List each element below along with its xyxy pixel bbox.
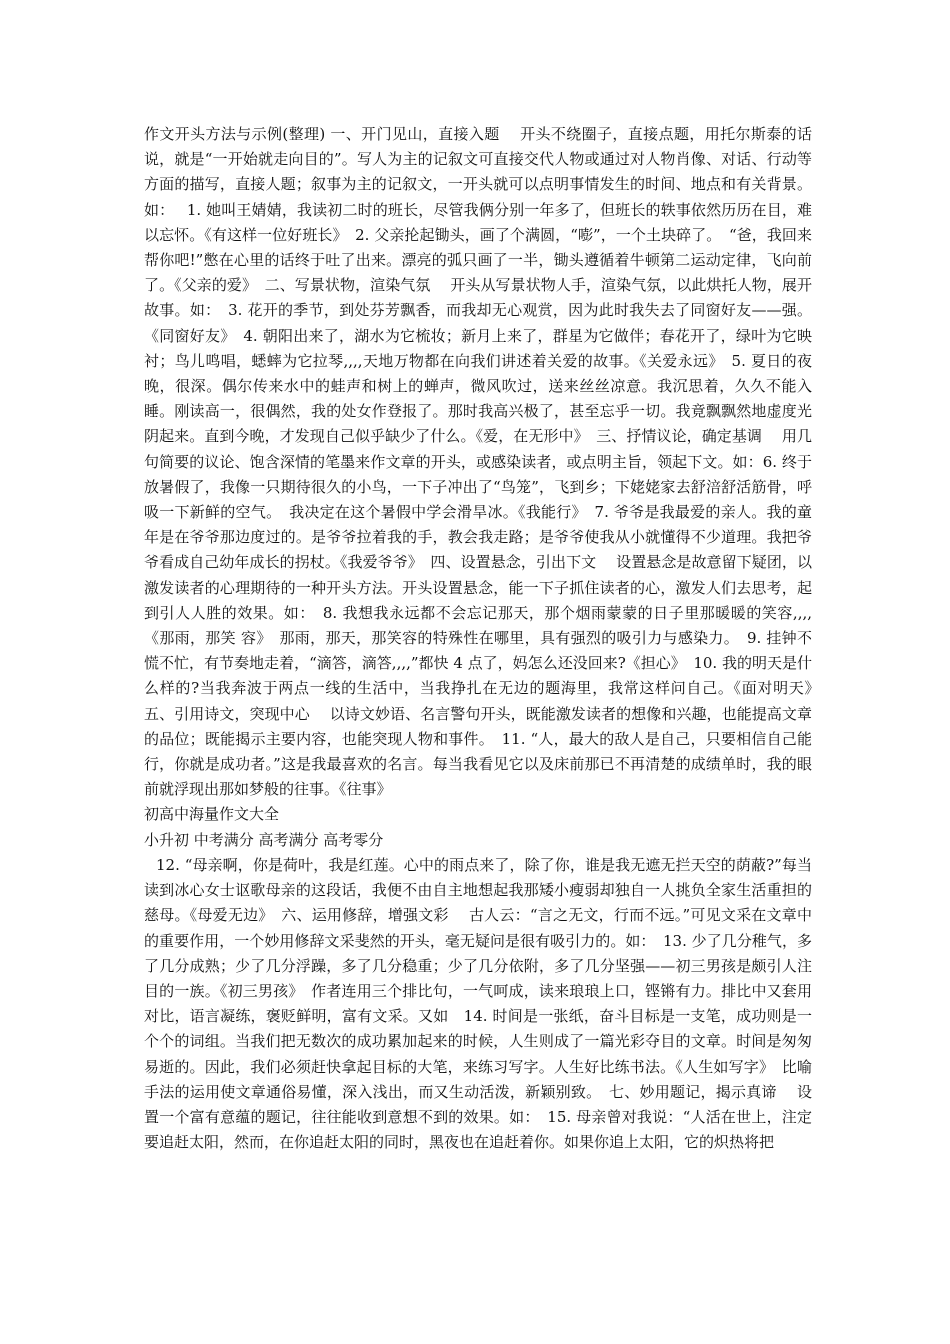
collection-subtitle: 小升初 中考满分 高考满分 高考零分 [144,830,384,849]
collection-title: 初高中海量作文大全 [144,805,280,824]
document-page [144,122,828,1155]
essay-paragraph-2: 12. “母亲啊，你是荷叶，我是红莲。心中的雨点来了，除了你，谁是我无遮无拦天空的荫蔽?”每当读到冰心女士讴歌母亲的这段话，我便不由自主地想起我那矮小瘦弱却独自一人挑负全家生活重担的慈母。《母爱无边》 六、运用修辞，增强文彩 古人云：“言之无文，行而不远。”可见文采在文章中的重要作用，一个妙用修辞文采斐然的开头，毫无疑问是很有吸引力的。如： 13. 少了几分稚气，多了几分成熟；少了几分浮躁，多了几分稳重；少了几分依附，多了几分坚强——初三男孩是颇引人注目的一族。《初三男孩》 作者连用三个排比句，一气呵成，读来琅琅上口，铿锵有力。排比中又套用对比，语言凝练，褒贬鲜明，富有文采。又如 14. 时间是一张纸，奋斗目标是一支笔，成功则是一个个的词组。当我们把无数次的成功累加起来的时候，人生则成了一篇光彩夺目的文章。时间是匆匆易逝的。因此，我们必须赶快拿起目标的大笔，来练习写字。人生好比练书法。《人生如写字》 比喻手法的运用使文章通俗易懂，深入浅出，而又生动活泼，新颖别致。 七、妙用题记，揭示真谛 设置一个富有意蕴的题记，往往能收到意想不到的效果。如： 15. 母亲曾对我说：“人活在世上，注定要追赶太阳，然而，在你追赶太阳的同时，黑夜也在追赶着你。如果你追上太阳，它的炽热将把 [144,855,812,1152]
essay-paragraph-1: 作文开头方法与示例(整理) 一、开门见山，直接入题 开头不绕圈子，直接点题，用托尔斯泰的话说，就是“一开始就走向目的”。写人为主的记叙文可直接交代人物或通过对人物肖像、对话、行动等方面的描写，直接人题；叙事为主的记叙文，一开头就可以点明事情发生的时间、地点和有关背景。如： 1. 她叫王婧婧，我读初二时的班长，尽管我俩分别一年多了，但班长的轶事依然历历在目，难以忘怀。《有这样一位好班长》 2. 父亲抡起锄头，画了个满圆，“嘭”，一个土块碎了。 “爸，我回来帮你吧!”憋在心里的话终于吐了出来。漂亮的弧只画了一半，锄头遵循着牛顿第二运动定律，飞向前了。《父亲的爱》 二、写景状物，渲染气氛 开头从写景状物人手，渲染气氛，以此烘托人物，展开故事。如： 3. 花开的季节，到处芬芳飘香，而我却无心观赏，因为此时我失去了同窗好友——强。《同窗好友》 4. 朝阳出来了，湖水为它梳妆；新月上来了，群星为它做伴；春花开了，绿叶为它映衬；鸟儿鸣唱，蟋蟀为它拉琴,,,,天地万物都在向我们讲述着关爱的故事。《关爱永远》 5. 夏日的夜晚，很深。偶尔传来水中的蛙声和树上的蝉声，微风吹过，送来丝丝凉意。我沉思着，久久不能入睡。刚读高一，很偶然，我的处女作登报了。那时我高兴极了，甚至忘乎一切。我竟飘飘然地虚度光阴起来。直到今晚，才发现自己似乎缺少了什么。《爱，在无形中》 三、抒情议论，确定基调 用几句简要的议论、饱含深情的笔墨来作文章的开头，或感染读者，或点明主旨，领起下文。如：6. 终于放暑假了，我像一只期待很久的小鸟，一下子冲出了“鸟笼”，飞到乡；下姥姥家去舒涪舒活筋骨，呼吸一下新鲜的空气。 我决定在这个暑假中学会滑旱冰。《我能行》 7. 爷爷是我最爱的亲人。我的童年是在爷爷那边度过的。是爷爷拉着我的手，教会我走路；是爷爷使我从小就懂得不少道理。我把爷爷看成自己幼年成长的拐杖。《我爱爷爷》 四、设置悬念，引出下文 设置悬念是故意留下疑团，以激发读者的心理期待的一种开头方法。开头设置悬念，能一下子抓住读者的心，激发人们去思考，起到引人人胜的效果。如： 8. 我想我永远都不会忘记那天，那个烟雨蒙蒙的日子里那暖暖的笑容,,,, 《那雨，那笑 容》 那雨，那天，那笑容的特殊性在哪里，具有强烈的吸引力与感染力。 9. 挂钟不慌不忙，有节奏地走着，“滴答，滴答,,,,”都快 4 点了，妈怎么还没回来?《担心》 10. 我的明天是什么样的?当我奔波于两点一线的生活中，当我挣扎在无边的题海里，我常这样问自己。《面对明天》 五、引用诗文，突现中心 以诗文妙语、名言警句开头，既能激发读者的想像和兴趣，也能提高文章的品位；既能揭示主要内容，也能突现人物和事件。 11. “人，最大的敌人是自己，只要相信自己能行，你就是成功者。”这是我最喜欢的名言。每当我看见它以及床前那已不再清楚的成绩单时，我的眼前就浮现出那如梦般的往事。《往事》 [144,125,828,799]
